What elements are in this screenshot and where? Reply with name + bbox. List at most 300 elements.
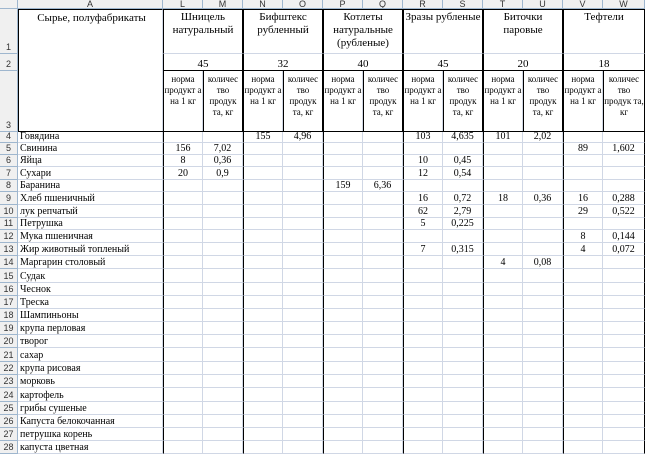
ingredient-name-cell[interactable]: Судак: [18, 269, 163, 283]
ingredient-name-cell[interactable]: крупа перловая: [18, 322, 163, 335]
value-cell[interactable]: [163, 335, 203, 348]
value-cell[interactable]: [323, 415, 363, 428]
dish-name-cell[interactable]: Тефтели: [563, 9, 645, 54]
row-header-27[interactable]: 27: [0, 428, 18, 441]
value-cell[interactable]: 12: [403, 167, 443, 180]
value-cell[interactable]: [363, 322, 403, 335]
value-cell[interactable]: [163, 441, 203, 454]
value-cell[interactable]: [403, 388, 443, 402]
row-header-7[interactable]: 7: [0, 167, 18, 180]
row-header-28[interactable]: 28: [0, 441, 18, 454]
value-cell[interactable]: [603, 348, 645, 362]
value-cell[interactable]: [563, 269, 603, 283]
column-header-L[interactable]: L: [163, 0, 203, 9]
ingredient-name-cell[interactable]: Шампиньоны: [18, 309, 163, 322]
value-cell[interactable]: [323, 167, 363, 180]
qty-header-cell[interactable]: количес тво продук та, кг: [363, 71, 403, 132]
value-cell[interactable]: [203, 309, 243, 322]
value-cell[interactable]: [563, 388, 603, 402]
value-cell[interactable]: 16: [563, 192, 603, 205]
ingredient-name-cell[interactable]: Яйца: [18, 155, 163, 167]
value-cell[interactable]: [203, 415, 243, 428]
value-cell[interactable]: 0,315: [443, 243, 483, 256]
row-header-16[interactable]: 16: [0, 283, 18, 296]
value-cell[interactable]: [323, 192, 363, 205]
value-cell[interactable]: 0,36: [523, 192, 563, 205]
value-cell[interactable]: [603, 132, 645, 143]
row-header-21[interactable]: 21: [0, 348, 18, 362]
column-header-S[interactable]: S: [443, 0, 483, 9]
value-cell[interactable]: [363, 143, 403, 155]
ingredient-name-cell[interactable]: Чеснок: [18, 283, 163, 296]
value-cell[interactable]: [203, 441, 243, 454]
value-cell[interactable]: [283, 283, 323, 296]
ingredient-name-cell[interactable]: грибы сушеные: [18, 402, 163, 415]
value-cell[interactable]: [443, 388, 483, 402]
value-cell[interactable]: [563, 375, 603, 388]
value-cell[interactable]: [523, 309, 563, 322]
row-header-19[interactable]: 19: [0, 322, 18, 335]
value-cell[interactable]: [523, 415, 563, 428]
column-header-P[interactable]: P: [323, 0, 363, 9]
value-cell[interactable]: 5: [403, 218, 443, 230]
value-cell[interactable]: [203, 218, 243, 230]
dish-weight-cell[interactable]: 20: [483, 54, 563, 71]
value-cell[interactable]: [483, 243, 523, 256]
value-cell[interactable]: [323, 132, 363, 143]
value-cell[interactable]: [443, 256, 483, 269]
row-header-23[interactable]: 23: [0, 375, 18, 388]
value-cell[interactable]: [523, 283, 563, 296]
value-cell[interactable]: [523, 375, 563, 388]
value-cell[interactable]: [403, 309, 443, 322]
value-cell[interactable]: [283, 143, 323, 155]
value-cell[interactable]: [483, 155, 523, 167]
value-cell[interactable]: [523, 155, 563, 167]
ingredient-name-cell[interactable]: Хлеб пшеничный: [18, 192, 163, 205]
value-cell[interactable]: [403, 269, 443, 283]
value-cell[interactable]: [163, 428, 203, 441]
value-cell[interactable]: [443, 230, 483, 243]
value-cell[interactable]: [563, 309, 603, 322]
row-header-9[interactable]: 9: [0, 192, 18, 205]
value-cell[interactable]: [323, 348, 363, 362]
value-cell[interactable]: [323, 269, 363, 283]
value-cell[interactable]: [563, 167, 603, 180]
ingredient-name-cell[interactable]: Капуста белокочанная: [18, 415, 163, 428]
value-cell[interactable]: [523, 348, 563, 362]
row-header-10[interactable]: 10: [0, 205, 18, 218]
value-cell[interactable]: 6,36: [363, 180, 403, 192]
column-header-U[interactable]: U: [523, 0, 563, 9]
value-cell[interactable]: 2,79: [443, 205, 483, 218]
value-cell[interactable]: [483, 230, 523, 243]
value-cell[interactable]: 2,02: [523, 132, 563, 143]
value-cell[interactable]: [483, 296, 523, 309]
ingredient-name-cell[interactable]: сахар: [18, 348, 163, 362]
value-cell[interactable]: [523, 388, 563, 402]
select-all-corner[interactable]: [0, 0, 18, 9]
value-cell[interactable]: [363, 155, 403, 167]
value-cell[interactable]: [243, 155, 283, 167]
row-header-13[interactable]: 13: [0, 243, 18, 256]
value-cell[interactable]: [163, 230, 203, 243]
value-cell[interactable]: [163, 218, 203, 230]
value-cell[interactable]: [163, 283, 203, 296]
value-cell[interactable]: 10: [403, 155, 443, 167]
value-cell[interactable]: [523, 362, 563, 375]
value-cell[interactable]: [603, 180, 645, 192]
value-cell[interactable]: [363, 375, 403, 388]
value-cell[interactable]: [323, 375, 363, 388]
value-cell[interactable]: [483, 218, 523, 230]
value-cell[interactable]: [283, 309, 323, 322]
norm-header-cell[interactable]: норма продукт а на 1 кг: [323, 71, 363, 132]
ingredient-name-cell[interactable]: Мука пшеничная: [18, 230, 163, 243]
value-cell[interactable]: [323, 388, 363, 402]
ingredient-name-cell[interactable]: капуста цветная: [18, 441, 163, 454]
value-cell[interactable]: [283, 388, 323, 402]
row-header-18[interactable]: 18: [0, 309, 18, 322]
value-cell[interactable]: [243, 309, 283, 322]
value-cell[interactable]: [203, 205, 243, 218]
value-cell[interactable]: [443, 322, 483, 335]
value-cell[interactable]: [283, 256, 323, 269]
value-cell[interactable]: [203, 335, 243, 348]
value-cell[interactable]: [283, 362, 323, 375]
value-cell[interactable]: [563, 428, 603, 441]
value-cell[interactable]: [603, 322, 645, 335]
value-cell[interactable]: [443, 348, 483, 362]
value-cell[interactable]: [363, 309, 403, 322]
value-cell[interactable]: [363, 428, 403, 441]
value-cell[interactable]: [523, 167, 563, 180]
value-cell[interactable]: [443, 415, 483, 428]
value-cell[interactable]: [363, 441, 403, 454]
row-header-3[interactable]: 3: [0, 71, 18, 132]
value-cell[interactable]: 0,288: [603, 192, 645, 205]
value-cell[interactable]: [403, 348, 443, 362]
column-header-R[interactable]: R: [403, 0, 443, 9]
value-cell[interactable]: [203, 388, 243, 402]
qty-header-cell[interactable]: количес тво продук та, кг: [603, 71, 645, 132]
value-cell[interactable]: [603, 256, 645, 269]
column-header-M[interactable]: M: [203, 0, 243, 9]
value-cell[interactable]: [323, 143, 363, 155]
value-cell[interactable]: [243, 362, 283, 375]
value-cell[interactable]: [603, 375, 645, 388]
value-cell[interactable]: [483, 143, 523, 155]
value-cell[interactable]: [403, 441, 443, 454]
value-cell[interactable]: [523, 230, 563, 243]
row-header-12[interactable]: 12: [0, 230, 18, 243]
ingredient-name-cell[interactable]: лук репчатый: [18, 205, 163, 218]
value-cell[interactable]: [243, 388, 283, 402]
value-cell[interactable]: 1,602: [603, 143, 645, 155]
value-cell[interactable]: 89: [563, 143, 603, 155]
value-cell[interactable]: 155: [243, 132, 283, 143]
value-cell[interactable]: [403, 335, 443, 348]
value-cell[interactable]: [363, 402, 403, 415]
value-cell[interactable]: [203, 230, 243, 243]
value-cell[interactable]: [443, 402, 483, 415]
value-cell[interactable]: [443, 269, 483, 283]
value-cell[interactable]: [363, 415, 403, 428]
value-cell[interactable]: [203, 428, 243, 441]
value-cell[interactable]: [203, 269, 243, 283]
value-cell[interactable]: [163, 322, 203, 335]
value-cell[interactable]: [243, 256, 283, 269]
value-cell[interactable]: [243, 335, 283, 348]
row-header-8[interactable]: 8: [0, 180, 18, 192]
value-cell[interactable]: [363, 296, 403, 309]
row-header-26[interactable]: 26: [0, 415, 18, 428]
value-cell[interactable]: [403, 362, 443, 375]
value-cell[interactable]: [483, 362, 523, 375]
value-cell[interactable]: 101: [483, 132, 523, 143]
norm-header-cell[interactable]: норма продукт а на 1 кг: [563, 71, 603, 132]
value-cell[interactable]: [523, 322, 563, 335]
value-cell[interactable]: [563, 322, 603, 335]
value-cell[interactable]: [363, 230, 403, 243]
value-cell[interactable]: [243, 322, 283, 335]
value-cell[interactable]: 0,36: [203, 155, 243, 167]
value-cell[interactable]: [603, 167, 645, 180]
value-cell[interactable]: [523, 335, 563, 348]
row-header-11[interactable]: 11: [0, 218, 18, 230]
value-cell[interactable]: [603, 155, 645, 167]
value-cell[interactable]: [603, 335, 645, 348]
value-cell[interactable]: [483, 309, 523, 322]
value-cell[interactable]: [403, 296, 443, 309]
value-cell[interactable]: [283, 441, 323, 454]
value-cell[interactable]: [603, 309, 645, 322]
value-cell[interactable]: [563, 415, 603, 428]
value-cell[interactable]: [523, 143, 563, 155]
qty-header-cell[interactable]: количес тво продук та, кг: [283, 71, 323, 132]
value-cell[interactable]: [483, 322, 523, 335]
value-cell[interactable]: [163, 402, 203, 415]
value-cell[interactable]: 7: [403, 243, 443, 256]
value-cell[interactable]: [563, 155, 603, 167]
value-cell[interactable]: [603, 296, 645, 309]
value-cell[interactable]: [483, 283, 523, 296]
value-cell[interactable]: [243, 428, 283, 441]
value-cell[interactable]: [323, 441, 363, 454]
value-cell[interactable]: [323, 205, 363, 218]
ingredient-name-cell[interactable]: Говядина: [18, 132, 163, 143]
value-cell[interactable]: [163, 375, 203, 388]
ingredient-name-cell[interactable]: Маргарин столовый: [18, 256, 163, 269]
value-cell[interactable]: [523, 218, 563, 230]
value-cell[interactable]: [603, 402, 645, 415]
value-cell[interactable]: 16: [403, 192, 443, 205]
value-cell[interactable]: [243, 243, 283, 256]
value-cell[interactable]: [203, 132, 243, 143]
value-cell[interactable]: [363, 348, 403, 362]
value-cell[interactable]: [403, 180, 443, 192]
value-cell[interactable]: [163, 296, 203, 309]
value-cell[interactable]: 62: [403, 205, 443, 218]
value-cell[interactable]: [363, 167, 403, 180]
value-cell[interactable]: [443, 180, 483, 192]
value-cell[interactable]: [523, 180, 563, 192]
value-cell[interactable]: [563, 441, 603, 454]
value-cell[interactable]: [163, 388, 203, 402]
value-cell[interactable]: [243, 167, 283, 180]
row-header-22[interactable]: 22: [0, 362, 18, 375]
row-header-24[interactable]: 24: [0, 388, 18, 402]
value-cell[interactable]: 8: [563, 230, 603, 243]
value-cell[interactable]: [483, 375, 523, 388]
value-cell[interactable]: [523, 296, 563, 309]
value-cell[interactable]: [523, 243, 563, 256]
ingredient-name-cell[interactable]: Треска: [18, 296, 163, 309]
value-cell[interactable]: [243, 205, 283, 218]
value-cell[interactable]: [283, 335, 323, 348]
norm-header-cell[interactable]: норма продукт а на 1 кг: [483, 71, 523, 132]
value-cell[interactable]: [243, 218, 283, 230]
value-cell[interactable]: [523, 205, 563, 218]
row-header-25[interactable]: 25: [0, 402, 18, 415]
value-cell[interactable]: 0,45: [443, 155, 483, 167]
value-cell[interactable]: [283, 180, 323, 192]
value-cell[interactable]: [363, 362, 403, 375]
value-cell[interactable]: [323, 283, 363, 296]
value-cell[interactable]: [403, 415, 443, 428]
value-cell[interactable]: [323, 256, 363, 269]
value-cell[interactable]: [203, 180, 243, 192]
value-cell[interactable]: [283, 402, 323, 415]
value-cell[interactable]: [323, 428, 363, 441]
value-cell[interactable]: [283, 205, 323, 218]
value-cell[interactable]: [443, 441, 483, 454]
dish-weight-cell[interactable]: 40: [323, 54, 403, 71]
ingredient-name-cell[interactable]: Сухари: [18, 167, 163, 180]
value-cell[interactable]: [243, 192, 283, 205]
norm-header-cell[interactable]: норма продукт а на 1 кг: [403, 71, 443, 132]
value-cell[interactable]: [443, 283, 483, 296]
value-cell[interactable]: [403, 322, 443, 335]
ingredient-name-cell[interactable]: петрушка корень: [18, 428, 163, 441]
value-cell[interactable]: [483, 348, 523, 362]
value-cell[interactable]: [163, 132, 203, 143]
value-cell[interactable]: [203, 362, 243, 375]
value-cell[interactable]: [403, 143, 443, 155]
value-cell[interactable]: [283, 375, 323, 388]
qty-header-cell[interactable]: количес тво продук та, кг: [203, 71, 243, 132]
value-cell[interactable]: [403, 283, 443, 296]
value-cell[interactable]: [243, 180, 283, 192]
value-cell[interactable]: [483, 441, 523, 454]
value-cell[interactable]: [563, 348, 603, 362]
value-cell[interactable]: [283, 428, 323, 441]
column-header-Q[interactable]: Q: [363, 0, 403, 9]
value-cell[interactable]: [203, 348, 243, 362]
value-cell[interactable]: [523, 402, 563, 415]
value-cell[interactable]: [163, 256, 203, 269]
ingredient-name-cell[interactable]: картофель: [18, 388, 163, 402]
value-cell[interactable]: [243, 230, 283, 243]
value-cell[interactable]: [283, 192, 323, 205]
value-cell[interactable]: [443, 335, 483, 348]
value-cell[interactable]: [483, 415, 523, 428]
value-cell[interactable]: 4,635: [443, 132, 483, 143]
value-cell[interactable]: [363, 269, 403, 283]
value-cell[interactable]: [563, 180, 603, 192]
value-cell[interactable]: [563, 283, 603, 296]
value-cell[interactable]: [443, 296, 483, 309]
value-cell[interactable]: [483, 335, 523, 348]
value-cell[interactable]: [163, 205, 203, 218]
value-cell[interactable]: [563, 256, 603, 269]
value-cell[interactable]: [603, 415, 645, 428]
value-cell[interactable]: 18: [483, 192, 523, 205]
value-cell[interactable]: 0,522: [603, 205, 645, 218]
value-cell[interactable]: [243, 415, 283, 428]
value-cell[interactable]: [363, 283, 403, 296]
value-cell[interactable]: [523, 269, 563, 283]
value-cell[interactable]: [163, 192, 203, 205]
ingredient-name-cell[interactable]: Баранина: [18, 180, 163, 192]
qty-header-cell[interactable]: количес тво продук та, кг: [443, 71, 483, 132]
ingredient-name-cell[interactable]: морковь: [18, 375, 163, 388]
value-cell[interactable]: [563, 362, 603, 375]
value-cell[interactable]: [283, 269, 323, 283]
value-cell[interactable]: [283, 155, 323, 167]
value-cell[interactable]: 159: [323, 180, 363, 192]
value-cell[interactable]: [363, 132, 403, 143]
value-cell[interactable]: 4: [563, 243, 603, 256]
value-cell[interactable]: [363, 335, 403, 348]
value-cell[interactable]: [203, 402, 243, 415]
value-cell[interactable]: [243, 143, 283, 155]
value-cell[interactable]: 103: [403, 132, 443, 143]
value-cell[interactable]: [323, 155, 363, 167]
value-cell[interactable]: [363, 205, 403, 218]
value-cell[interactable]: [443, 143, 483, 155]
value-cell[interactable]: 0,225: [443, 218, 483, 230]
dish-name-cell[interactable]: Бифштекс рубленный: [243, 9, 323, 54]
value-cell[interactable]: [563, 218, 603, 230]
qty-header-cell[interactable]: количес тво продук та, кг: [523, 71, 563, 132]
value-cell[interactable]: [483, 388, 523, 402]
dish-weight-cell[interactable]: 45: [163, 54, 243, 71]
value-cell[interactable]: [163, 180, 203, 192]
column-header-T[interactable]: T: [483, 0, 523, 9]
value-cell[interactable]: [243, 375, 283, 388]
value-cell[interactable]: 0,072: [603, 243, 645, 256]
value-cell[interactable]: [283, 243, 323, 256]
value-cell[interactable]: [283, 348, 323, 362]
column-header-N[interactable]: N: [243, 0, 283, 9]
ingredient-name-cell[interactable]: творог: [18, 335, 163, 348]
value-cell[interactable]: [243, 441, 283, 454]
value-cell[interactable]: [163, 348, 203, 362]
value-cell[interactable]: [443, 375, 483, 388]
value-cell[interactable]: [323, 322, 363, 335]
value-cell[interactable]: [243, 269, 283, 283]
value-cell[interactable]: [603, 388, 645, 402]
value-cell[interactable]: [523, 428, 563, 441]
dish-name-cell[interactable]: Шницель натуральный: [163, 9, 243, 54]
value-cell[interactable]: [323, 296, 363, 309]
value-cell[interactable]: [323, 309, 363, 322]
value-cell[interactable]: [443, 428, 483, 441]
table-title-cell[interactable]: Сырье, полуфабрикаты: [18, 9, 163, 132]
value-cell[interactable]: [163, 269, 203, 283]
value-cell[interactable]: [163, 362, 203, 375]
